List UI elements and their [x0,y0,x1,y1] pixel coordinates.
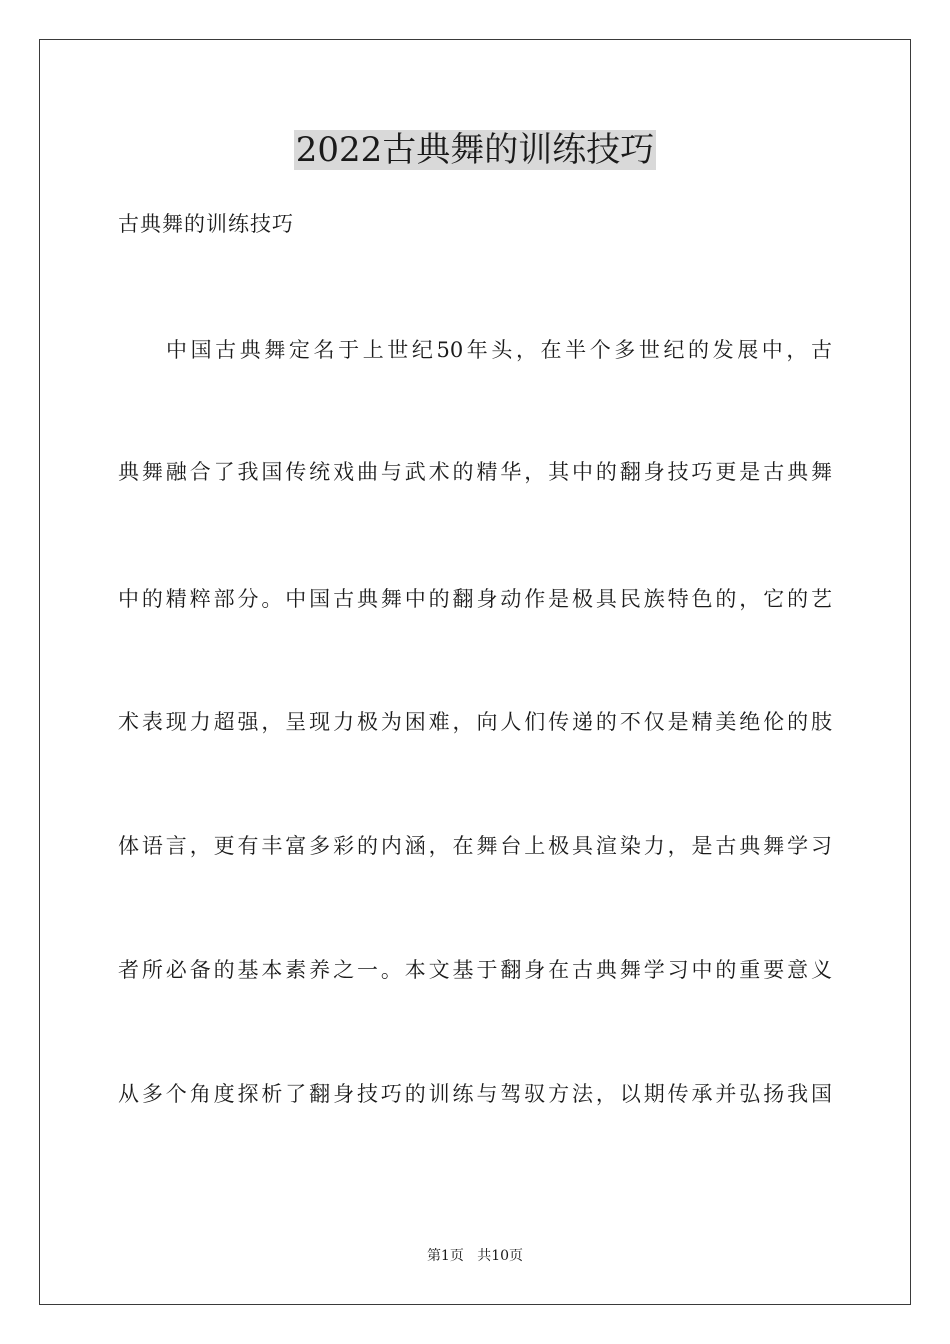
page-total: 共10页 [477,1248,524,1264]
paragraph-line: 体语言，更有丰富多彩的内涵，在舞台上极具渲染力，是古典舞学习 [118,834,832,858]
paragraph-line: 从多个角度探析了翻身技巧的训练与驾驭方法，以期传承并弘扬我国 [118,1082,832,1106]
page-number: 第1页 [426,1248,464,1264]
paragraph-line: 中的精粹部分。中国古典舞中的翻身动作是极具民族特色的，它的艺 [118,587,832,611]
paragraph-line: 中国古典舞定名于上世纪50年头，在半个多世纪的发展中，古 [166,338,832,362]
document-title [0,128,950,172]
document-subtitle: 古典舞的训练技巧 [118,212,294,236]
page-footer [0,1246,950,1266]
paragraph-line: 术表现力超强，呈现力极为困难，向人们传递的不仅是精美绝伦的肢 [118,710,832,734]
document-title-text: 2022古典舞的训练技巧 [295,130,655,170]
paragraph-line: 者所必备的基本素养之一。本文基于翻身在古典舞学习中的重要意义 [118,958,832,982]
paragraph-line: 典舞融合了我国传统戏曲与武术的精华，其中的翻身技巧更是古典舞 [118,460,832,484]
